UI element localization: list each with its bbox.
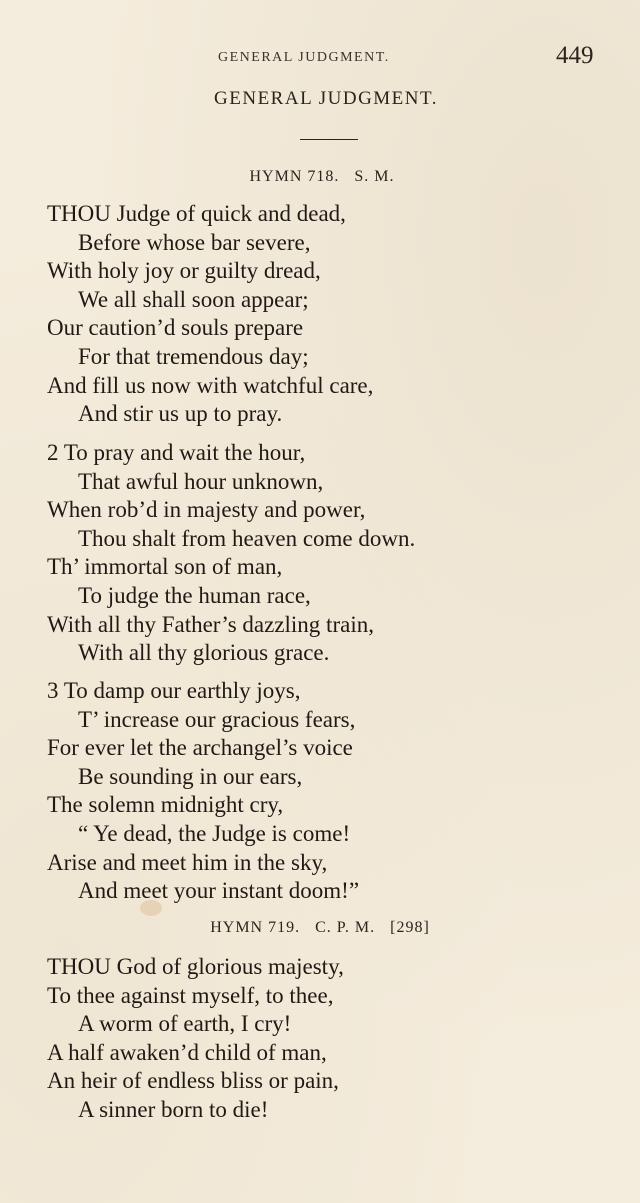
verse-line: For ever let the archangel’s voice [47, 735, 353, 761]
verse-line: THOU God of glorious majesty, [47, 954, 344, 979]
verse-line: That awful hour unknown, [78, 468, 324, 494]
hymn-heading: HYMN 719. C. P. M. [298] [210, 919, 430, 936]
verse-line: Th’ immortal son of man, [47, 554, 283, 580]
verse-line: An heir of endless bliss or pain, [47, 1068, 339, 1094]
verse-line: Arise and meet him in the sky, [47, 849, 328, 875]
page-number: 449 [556, 42, 594, 69]
hymn-verse [0, 677, 640, 906]
verse-line: And fill us now with watchful care, [47, 372, 374, 398]
verse-line: To thee against myself, to thee, [47, 982, 334, 1008]
verse-line: THOU Judge of quick and dead, [47, 201, 346, 226]
hymn-heading: HYMN 718. S. M. [249, 168, 395, 185]
verse-line: A sinner born to die! [78, 1096, 269, 1122]
verse-line: To judge the human race, [78, 582, 311, 608]
paper-stain [140, 900, 162, 916]
verse-line: 3 To damp our earthly joys, [47, 678, 301, 703]
verse-line: Our caution’d souls prepare [47, 315, 304, 341]
verse-line: For that tremendous day; [78, 343, 309, 369]
verse-line: With holy joy or guilty dread, [47, 258, 321, 284]
running-head: GENERAL JUDGMENT. [218, 50, 390, 65]
verse-line: Before whose bar severe, [78, 229, 311, 255]
verse-line: Be sounding in our ears, [78, 763, 303, 789]
hymn-verse [0, 439, 640, 668]
verse-line: And stir us up to pray. [78, 401, 283, 427]
hymn-verse [0, 200, 640, 429]
verse-line: We all shall soon appear; [78, 286, 309, 312]
verse-line: A half awaken’d child of man, [47, 1039, 327, 1065]
verse-line: A worm of earth, I cry! [78, 1011, 292, 1037]
verse-line: And meet your instant doom!” [78, 878, 360, 904]
verse-line: “ Ye dead, the Judge is come! [78, 820, 351, 846]
verse-line: Thou shalt from heaven come down. [78, 525, 416, 551]
hymn-verse [0, 953, 640, 1125]
verse-line: 2 To pray and wait the hour, [47, 440, 306, 465]
section-title: GENERAL JUDGMENT. [214, 88, 438, 109]
title-rule [300, 139, 358, 140]
verse-line: With all thy Father’s dazzling train, [47, 611, 374, 637]
verse-line: T’ increase our gracious fears, [78, 706, 356, 732]
verse-line: The solemn midnight cry, [47, 792, 284, 818]
verse-line: With all thy glorious grace. [78, 640, 330, 666]
verse-line: When rob’d in majesty and power, [47, 497, 366, 523]
